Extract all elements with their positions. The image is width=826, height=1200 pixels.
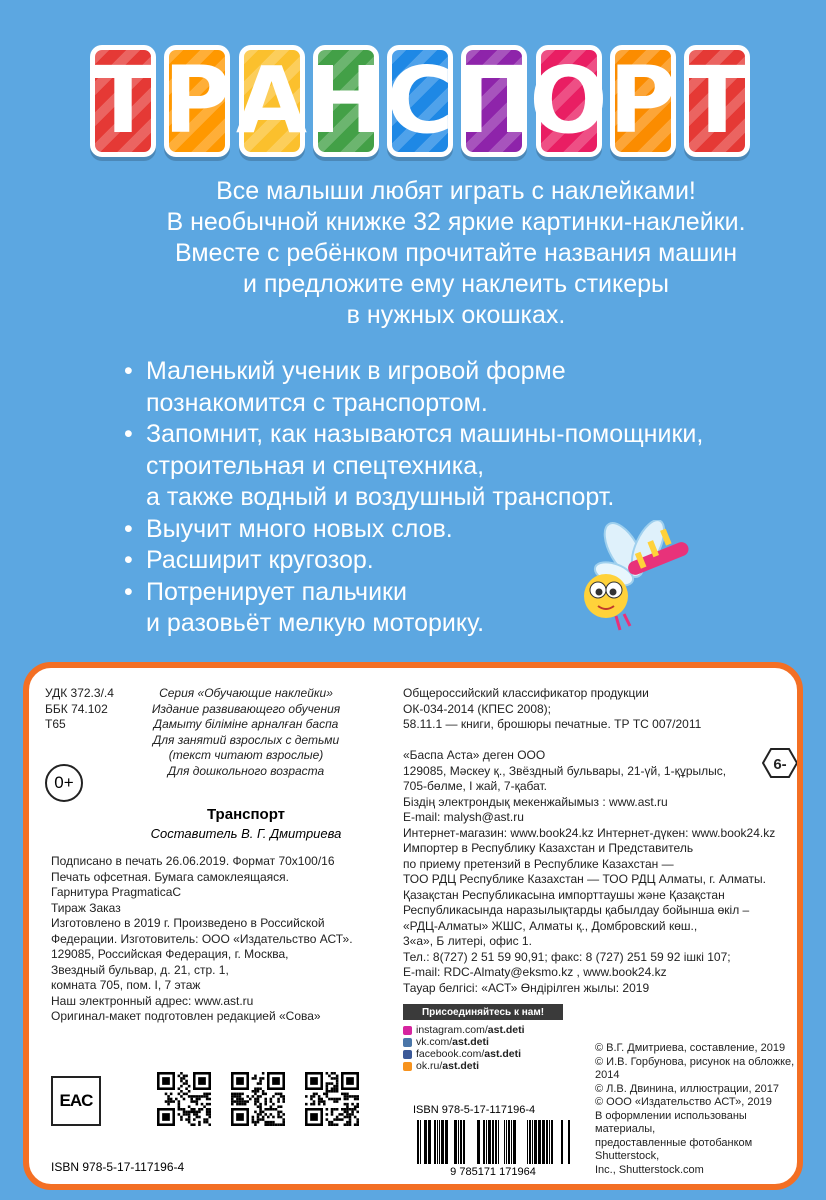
eac-mark: EAC	[51, 1076, 101, 1126]
isbn-left: ISBN 978-5-17-117196-4	[51, 1160, 185, 1174]
title-letter: О	[536, 45, 602, 157]
benefit-item	[120, 356, 720, 419]
bullet-dot: •	[124, 357, 133, 385]
series-info	[111, 686, 381, 779]
benefit-line: Потренирует пальчики	[146, 577, 407, 606]
print-line: Печать офсетная. Бумага самоклеящаяся.	[51, 869, 289, 884]
classifier-line: 705-бөлме, I жай, 7-қабат.	[403, 779, 547, 793]
cover-title	[90, 36, 750, 166]
intro-line: и предложите ему наклеить стикеры	[242, 270, 670, 298]
ok-icon	[403, 1062, 412, 1071]
bullet-dot: •	[124, 577, 133, 606]
intro-line: Все малыши любят играть с наклейками!	[216, 177, 696, 205]
copyright-line: © В.Г. Дмитриева, составление, 2019	[595, 1042, 786, 1054]
intro-text	[106, 176, 806, 331]
classifier-line: Біздің электрондық мекенжайымыз : www.ast.ru	[403, 794, 668, 809]
title-letter: Р	[610, 45, 676, 157]
isbn-right: ISBN 978-5-17-117196-4	[413, 1104, 536, 1116]
classifier-line: 3«а», Б литері, офис 1.	[403, 934, 532, 948]
benefit-line: познакомится с транспортом.	[146, 388, 488, 417]
copyright-line: предоставленные фотобанком Shutterstock,	[595, 1136, 753, 1162]
join-us-label: Присоединяйтесь к нам!	[403, 1004, 563, 1020]
social-prefix: ok.ru/	[416, 1060, 443, 1072]
qr-code	[305, 1072, 359, 1126]
social-url	[416, 1024, 525, 1036]
social-handle: ast.deti	[452, 1036, 489, 1048]
classifier-line: Импортер в Республику Казахстан и Представитель	[403, 841, 694, 855]
age-rating-badge: 0+	[45, 764, 83, 802]
classifier-line: Общероссийский классификатор продукции	[403, 686, 649, 700]
series-line: Для дошкольного возраста	[167, 763, 325, 778]
title-letter: Т	[90, 45, 156, 157]
classifier-line: Тауар белгісі: «АСТ» Өндірілген жылы: 2019	[403, 980, 650, 995]
classifier-line: ТОО РДЦ Республике Казахстан — ТОО РДЦ Алматы, г. Алматы.	[403, 872, 766, 886]
classifier-line: ОК-034-2014 (КПЕС 2008);	[403, 701, 552, 716]
title-letter: Р	[164, 45, 230, 157]
title-letter: П	[461, 45, 527, 157]
classifier-line: E-mail: malysh@ast.ru	[403, 810, 524, 824]
age-six-text: 6-	[773, 756, 787, 773]
classifier-line: Тел.: 8(727) 2 51 59 90,91; факс: 8 (727) 251 59 92 ішкі 107;	[403, 949, 731, 964]
benefit-line: Расширит кругозор.	[146, 546, 374, 574]
series-line: Серия «Обучающие наклейки»	[159, 686, 333, 700]
bullet-dot: •	[124, 514, 133, 543]
title-letter: А	[239, 45, 305, 157]
classifier-line: «РДЦ-Алматы» ЖШС, Алматы қ., Домбровский көш.,	[403, 918, 698, 933]
classifier-line: по приему претензий в Республике Казахстан —	[403, 856, 674, 871]
benefit-line: Маленький ученик в игровой форме	[146, 357, 566, 385]
title-letter: Н	[313, 45, 379, 157]
social-link[interactable]	[403, 1060, 603, 1072]
intro-line: в нужных окошках.	[346, 301, 566, 329]
classifier-line: Республикасында наразылықтарды қабылдау бойынша өкіл –	[403, 903, 750, 917]
barcode-number: 9 785171 171964	[450, 1166, 536, 1176]
print-line: Звездный бульвар, д. 21, стр. 1,	[51, 962, 229, 977]
series-line: Дамыту біліміне арналған баспа	[153, 717, 339, 731]
social-link[interactable]	[403, 1024, 603, 1036]
copyright-line: © ООО «Издательство АСТ», 2019	[595, 1096, 772, 1108]
classifier-line: «Баспа Аста» деген ООО	[403, 748, 546, 762]
classifier-line: Интернет-магазин: www.book24.kz Интернет-дүкен: www.book24.kz	[403, 825, 776, 840]
barcode	[413, 1120, 573, 1176]
imprint-panel	[23, 662, 803, 1190]
classifier-line: 58.11.1 — книги, брошюры печатные. ТР ТС 007/2011	[403, 717, 702, 731]
bullet-dot: •	[124, 546, 133, 574]
intro-line: Вместе с ребёнком прочитайте названия машин	[174, 239, 738, 267]
title-letter: С	[387, 45, 453, 157]
social-handle: ast.deti	[442, 1060, 480, 1072]
classifier-line: E-mail: RDC-Almaty@eksmo.kz , www.book24.kz	[403, 965, 667, 979]
classifier-info	[403, 686, 793, 996]
social-link[interactable]	[403, 1048, 603, 1060]
print-line: Изготовлено в 2019 г. Произведено в Российской	[51, 916, 325, 930]
print-line: 129085, Российская Федерация, г. Москва,	[51, 947, 289, 961]
social-prefix: instagram.com/	[416, 1024, 488, 1036]
print-line: Федерации. Изготовитель: ООО «Издательство АСТ».	[51, 931, 353, 946]
print-line: Тираж Заказ	[51, 900, 121, 915]
benefit-line: Выучит много новых слов.	[146, 514, 453, 543]
social-prefix: vk.com/	[416, 1036, 453, 1048]
copyright-line: © Л.В. Двинина, иллюстрации, 2017	[595, 1082, 780, 1095]
social-url	[416, 1060, 479, 1072]
print-line: Оригинал-макет подготовлен редакцией «Сова»	[51, 1009, 321, 1023]
intro-line: В необычной книжке 32 яркие картинки-наклейки.	[166, 208, 746, 236]
print-line: Наш электронный адрес: www.ast.ru	[51, 993, 254, 1008]
series-line: Для занятий взрослых с детьми	[152, 732, 340, 747]
age-six-badge	[762, 748, 798, 778]
bullet-dot: •	[124, 420, 133, 448]
udk-line: УДК 372.3/.4	[45, 686, 114, 700]
social-prefix: facebook.com/	[416, 1048, 485, 1060]
udk-line: Т65	[45, 717, 66, 731]
benefit-line: строительная и спецтехника,	[146, 451, 485, 480]
vk-icon	[403, 1038, 412, 1047]
print-info	[51, 854, 391, 1025]
udk-codes	[45, 686, 115, 733]
benefit-item	[120, 419, 720, 514]
classifier-line: Қазақстан Республикасына импорттаушы және Қазақстан	[403, 887, 725, 902]
social-handle: ast.deti	[484, 1048, 522, 1060]
facebook-icon	[403, 1050, 412, 1059]
series-line: Издание развивающего обучения	[151, 701, 341, 716]
compiler: Составитель В. Г. Дмитриева	[150, 826, 342, 841]
book-title: Транспорт	[206, 806, 286, 823]
classifier-line	[403, 733, 793, 749]
benefit-line: и разовьёт мелкую моторику.	[146, 609, 485, 637]
print-line: Подписано в печать 26.06.2019. Формат 70х100/16	[51, 854, 335, 868]
social-url	[416, 1036, 489, 1048]
print-line: Гарнитура PragmaticaC	[51, 885, 182, 899]
benefit-line: а также водный и воздушный транспорт.	[146, 483, 615, 511]
copyright-line: В оформлении использованы материалы,	[595, 1109, 747, 1135]
copyright-line: © И.В. Горбунова, рисунок на обложке, 2014	[595, 1055, 795, 1081]
social-link[interactable]	[403, 1036, 603, 1048]
instagram-icon	[403, 1026, 412, 1035]
print-line: комната 705, пом. I, 7 этаж	[51, 978, 201, 992]
benefit-line: Запомнит, как называются машины-помощники,	[146, 420, 704, 448]
dragonfly-illustration	[566, 520, 696, 640]
copyright-line: Inc., Shutterstock.com	[595, 1163, 704, 1176]
series-line: (текст читают взрослые)	[168, 748, 324, 762]
qr-code	[157, 1072, 211, 1126]
classifier-line: 129085, Мәскеу қ., Звёздный бульвары, 21-үй, 1-құрылыс,	[403, 763, 727, 778]
social-url	[416, 1048, 521, 1060]
social-handle: ast.deti	[487, 1024, 525, 1036]
title-letter: Т	[684, 45, 750, 157]
qr-code	[231, 1072, 285, 1126]
copyright-info	[595, 1042, 803, 1177]
udk-line: ББК 74.102	[45, 701, 108, 716]
